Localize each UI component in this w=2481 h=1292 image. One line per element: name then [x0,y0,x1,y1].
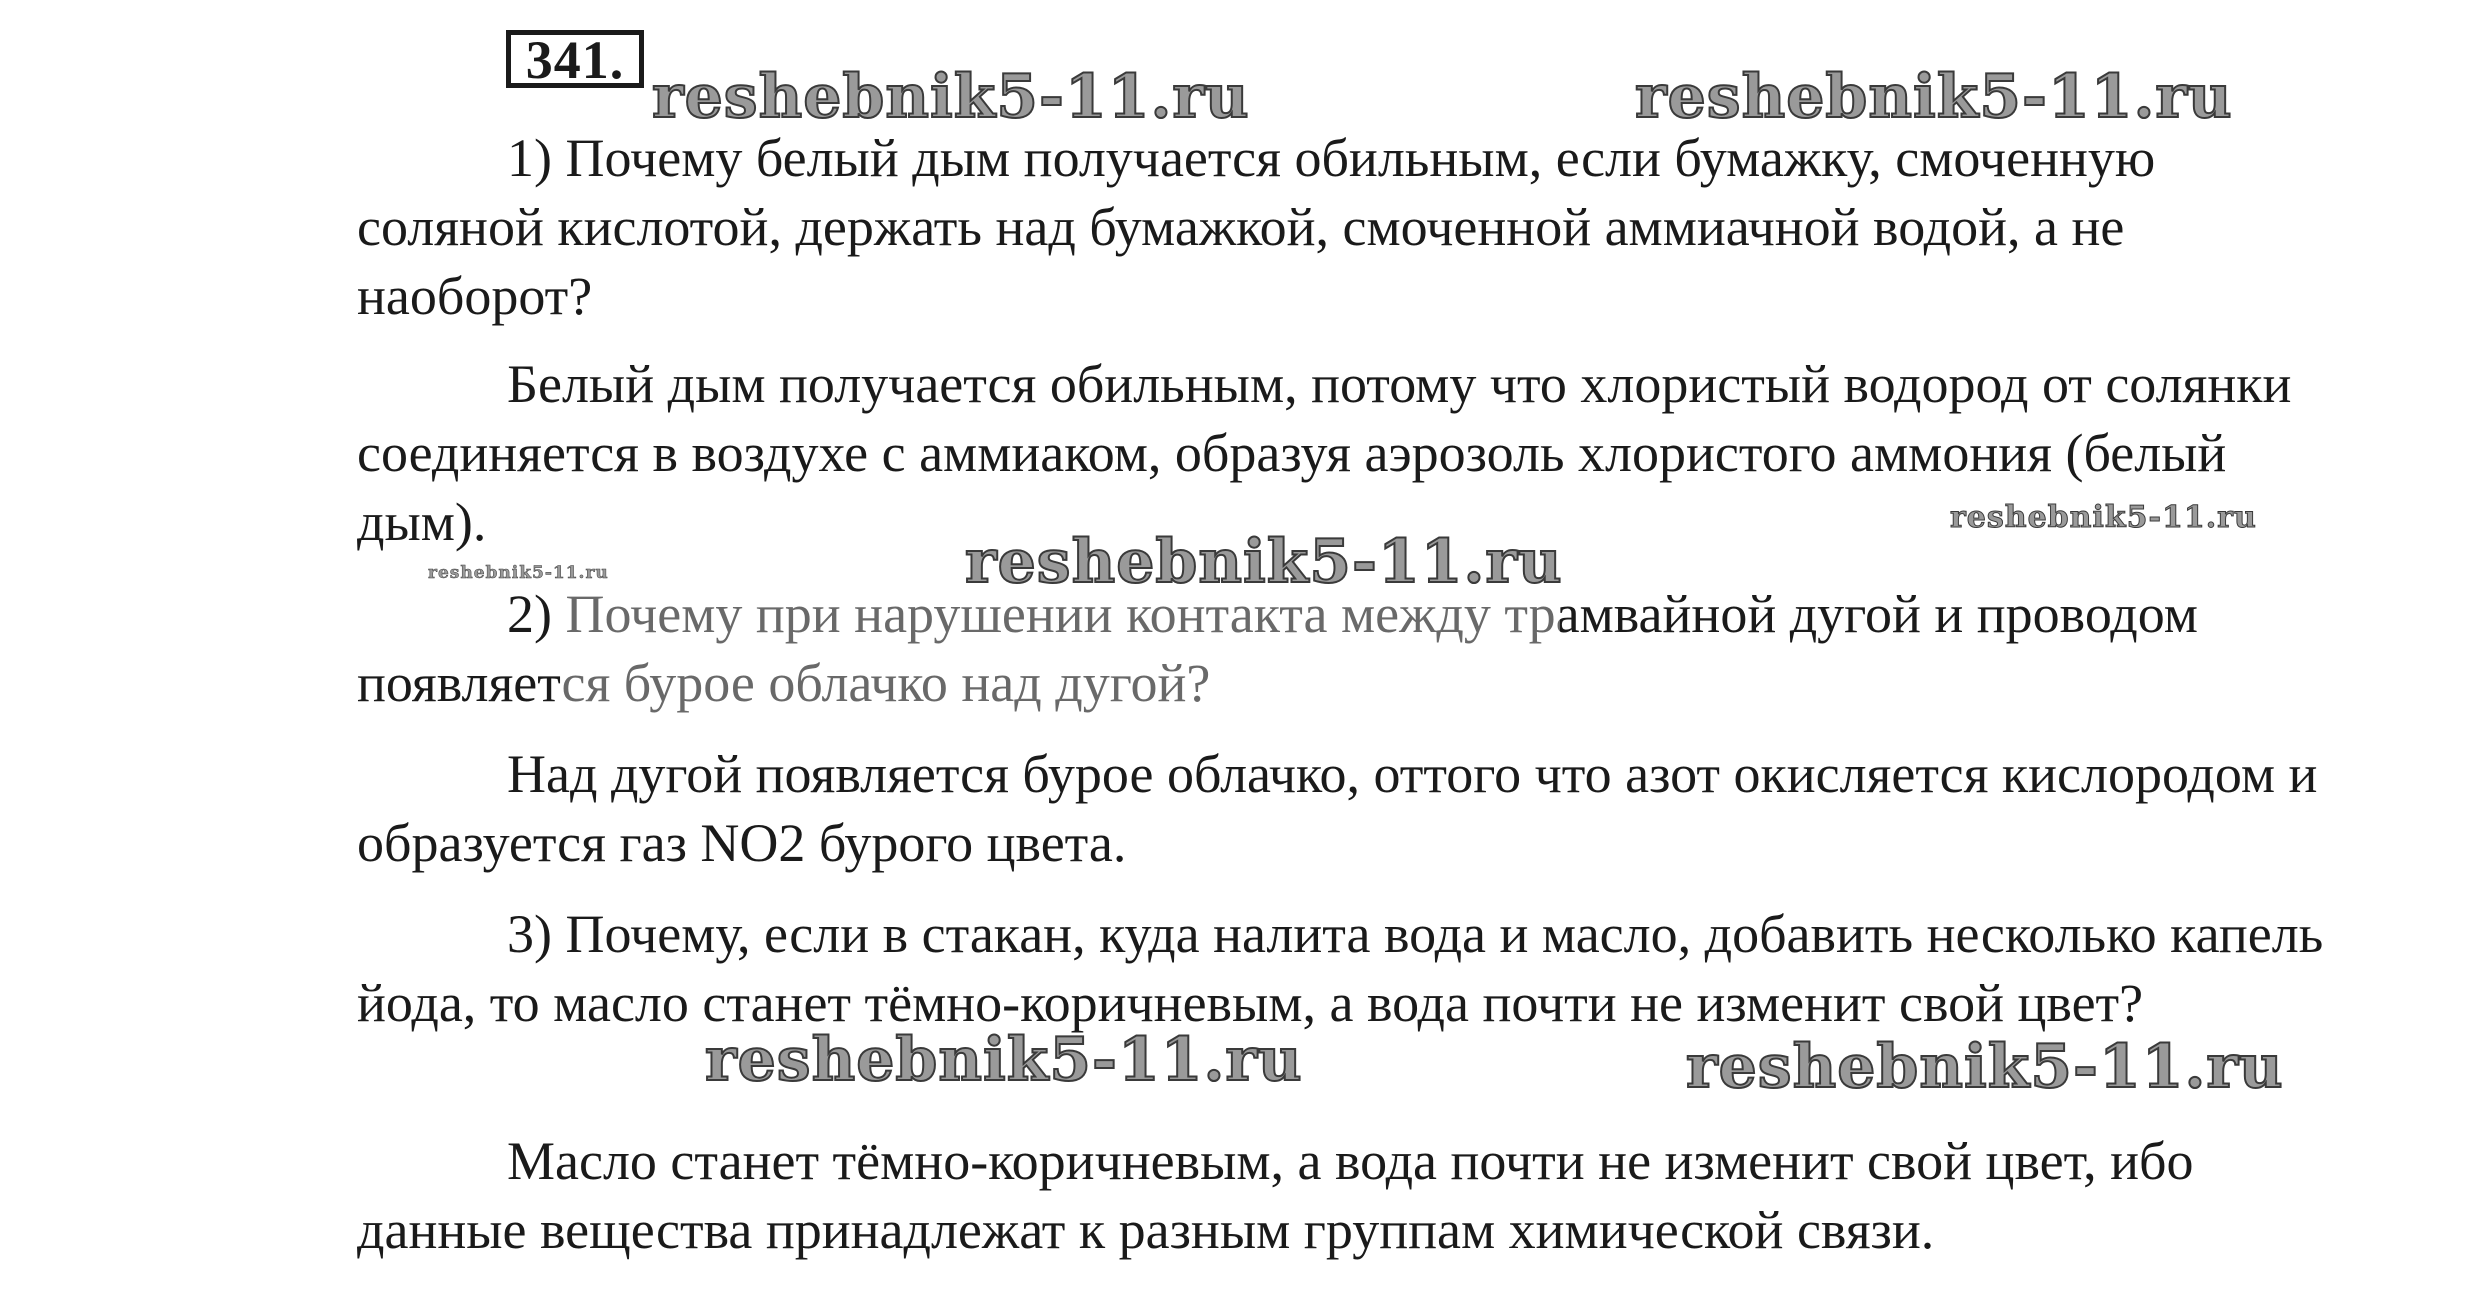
watermark: reshebnik5-11.ru [652,62,1250,132]
question-1-text: 1) Почему белый дым получается обильным, если бумажку, смоченную соляной кислотой, держать над бумажкой, смоченной аммиачной водой, а не наоборот? [357,128,2156,326]
answer-3 [357,1127,2337,1265]
answer-2 [357,740,2337,878]
question-1 [357,124,2337,331]
answer-3-text: Масло станет тёмно-коричневым, а вода почти не изменит свой цвет, ибо данные вещества принадлежат к разным группам химической связи. [357,1131,2194,1260]
task-number: 341. [506,30,644,88]
watermark: reshebnik5-11.ru [965,527,1563,597]
answer-2-text: Над дугой появляется бурое облачко, оттого что азот окисляется кислородом и образуется газ NO2 бурого цвета. [357,744,2318,873]
answer-1-text: Белый дым получается обильным, потому что хлористый водород от солянки соединяется в воздухе с аммиаком, образуя аэрозоль хлористого аммония (белый дым). [357,354,2292,552]
question-2 [357,580,2337,718]
question-2-text: 2) Почему при нарушении контакта между трамвайной дугой и проводом появляется бурое облачко над дугой? [357,584,2198,713]
watermark: reshebnik5-11.ru [428,563,609,583]
watermark: reshebnik5-11.ru [1635,62,2233,132]
question-3 [357,900,2337,1038]
watermark: reshebnik5-11.ru [1950,500,2257,535]
watermark: reshebnik5-11.ru [705,1025,1303,1095]
question-3-text: 3) Почему, если в стакан, куда налита вода и масло, добавить несколько капель йода, то масло станет тёмно-коричневым, а вода почти не изменит свой цвет? [357,904,2324,1033]
watermark: reshebnik5-11.ru [1686,1032,2284,1102]
answer-1 [357,350,2337,557]
